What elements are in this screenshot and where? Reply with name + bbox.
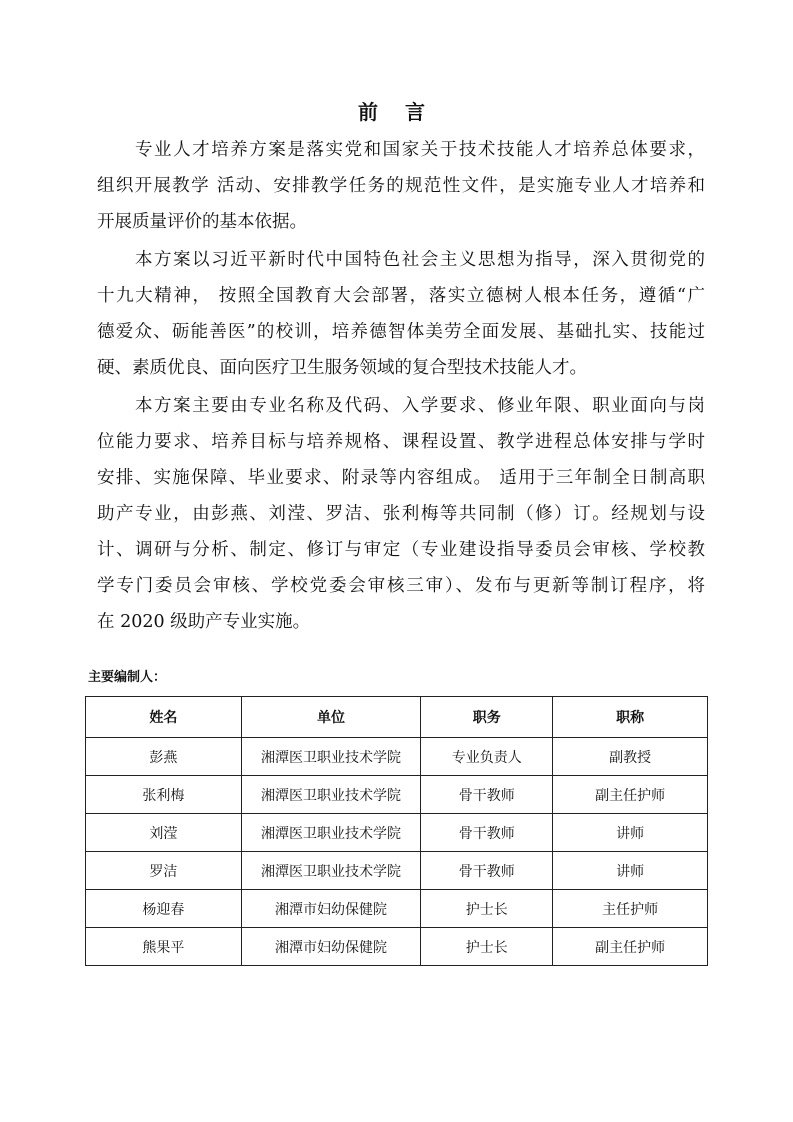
column-header: 职称 [553,697,708,738]
preface-body [97,132,705,642]
table-cell: 熊果平 [86,928,242,966]
table-cell: 护士长 [421,890,553,928]
table-cell: 骨干教师 [421,852,553,890]
paragraph-line: 硬、素质优良、面向医疗卫生服务领域的复合型技术技能人才。 [97,358,587,378]
table-cell: 湘潭医卫职业技术学院 [241,814,421,852]
table-cell: 刘滢 [86,814,242,852]
paragraph-line: 在 2020 级助产专业实施。 [97,612,311,632]
column-header: 姓名 [86,697,242,738]
table-cell: 副教授 [553,738,708,776]
paragraph-line: 助产专业，由彭燕、刘滢、罗洁、张利梅等共同制（修）订。经规划与设 [97,504,705,524]
paragraph [97,242,705,386]
table-header-row [86,697,708,738]
table-row [86,814,708,852]
table-cell: 彭燕 [86,738,242,776]
paragraph-line: 计、调研与分析、制定、修订与审定（专业建设指导委员会审核、学校教 [97,540,705,560]
paragraph-line: 德爱众、砺能善医”的校训，培养德智体美劳全面发展、基础扎实、技能过 [97,322,705,342]
paragraph-line: 本方案以习近平新时代中国特色社会主义思想为指导，深入贯彻党的 [135,250,705,270]
paragraph-line: 位能力要求、培养目标与培养规格、课程设置、教学进程总体安排与学时 [97,432,705,452]
table-cell: 罗洁 [86,852,242,890]
table-cell: 专业负责人 [421,738,553,776]
paragraph [97,132,705,240]
table-cell: 讲师 [553,852,708,890]
column-header: 单位 [241,697,421,738]
paragraph-line: 开展质量评价的基本依据。 [97,212,307,232]
table-cell: 杨迎春 [86,890,242,928]
table-row [86,776,708,814]
table-cell: 主任护师 [553,890,708,928]
table-cell: 骨干教师 [421,814,553,852]
column-header: 职务 [421,697,553,738]
table-cell: 副主任护师 [553,776,708,814]
paragraph-line: 专业人才培养方案是落实党和国家关于技术技能人才培养总体要求， [135,140,705,160]
table-row [86,852,708,890]
table-row [86,890,708,928]
paragraph-line: 十九大精神， 按照全国教育大会部署，落实立德树人根本任务，遵循“广 [97,286,705,306]
table-cell: 副主任护师 [553,928,708,966]
table-label: 主要编制人： [88,670,167,685]
table-cell: 湘潭医卫职业技术学院 [241,738,421,776]
table-cell: 湘潭医卫职业技术学院 [241,852,421,890]
editors-table [85,696,708,966]
paragraph-line: 学专门委员会审核、学校党委会审核三审）、发布与更新等制订程序，将 [97,576,705,596]
table-row [86,928,708,966]
table-cell: 护士长 [421,928,553,966]
table-row [86,738,708,776]
table-cell: 张利梅 [86,776,242,814]
paragraph-line: 组织开展教学 活动、安排教学任务的规范性文件，是实施专业人才培养和 [97,176,705,196]
table-cell: 湘潭市妇幼保健院 [241,890,421,928]
table-cell: 讲师 [553,814,708,852]
table-cell: 骨干教师 [421,776,553,814]
table-cell: 湘潭医卫职业技术学院 [241,776,421,814]
page-title: 前 言 [358,100,435,124]
table-cell: 湘潭市妇幼保健院 [241,928,421,966]
paragraph [97,388,705,640]
paragraph-line: 本方案主要由专业名称及代码、入学要求、修业年限、职业面向与岗 [135,396,705,416]
paragraph-line: 安排、实施保障、毕业要求、附录等内容组成。 适用于三年制全日制高职 [97,468,705,488]
